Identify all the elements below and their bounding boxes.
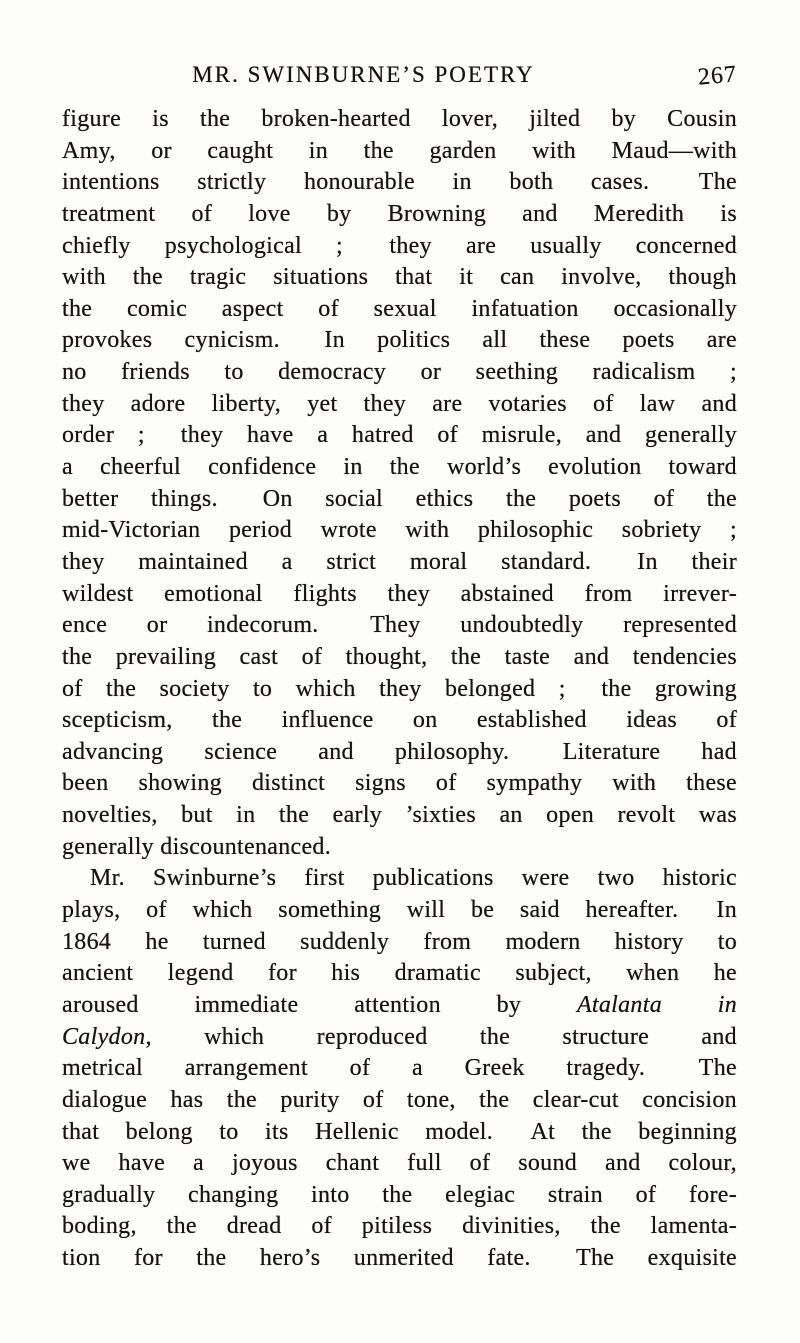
text-line bbox=[62, 674, 737, 706]
text-segment: ancient legend for his dramatic subject, when he bbox=[62, 960, 737, 987]
text-line bbox=[62, 737, 737, 769]
text-segment: advancing science and philosophy. Literature had bbox=[62, 738, 737, 765]
text-line bbox=[62, 1117, 737, 1149]
page-header-title: MR. SWINBURNE’S POETRY bbox=[192, 62, 535, 87]
text-line bbox=[62, 610, 737, 642]
text-line bbox=[62, 958, 737, 990]
text-line bbox=[62, 1211, 737, 1243]
text-line bbox=[62, 1148, 737, 1180]
text-line bbox=[62, 800, 737, 832]
text-line bbox=[62, 231, 737, 263]
text-line bbox=[62, 515, 737, 547]
text-segment: chiefly psychological ; they are usually concerned bbox=[62, 232, 737, 259]
text-segment: mid-Victorian period wrote with philosophic sobriety ; bbox=[62, 517, 737, 544]
text-segment: a cheerful confidence in the world’s evolution toward bbox=[62, 454, 737, 481]
text-segment: the comic aspect of sexual infatuation occasionally bbox=[62, 295, 737, 322]
text-segment: plays, of which something will be said hereafter. In bbox=[62, 897, 737, 924]
text-segment: no friends to democracy or seething radicalism ; bbox=[62, 359, 737, 386]
italic-text: Atalanta in bbox=[576, 991, 737, 1018]
text-line bbox=[62, 863, 737, 895]
text-line bbox=[62, 357, 737, 389]
text-segment: , which reproduced the structure and bbox=[145, 1023, 737, 1050]
text-line bbox=[62, 199, 737, 231]
text-segment: scepticism, the influence on established ideas of bbox=[62, 707, 737, 734]
text-segment: they maintained a strict moral standard. In their bbox=[62, 548, 737, 575]
text-line bbox=[62, 1243, 737, 1275]
text-segment: metrical arrangement of a Greek tragedy. The bbox=[62, 1055, 737, 1082]
text-line bbox=[62, 927, 737, 959]
text-line bbox=[62, 1053, 737, 1085]
text-segment: we have a joyous chant full of sound and colour, bbox=[62, 1150, 737, 1177]
text-line bbox=[62, 1180, 737, 1212]
text-line bbox=[62, 167, 737, 199]
text-segment: novelties, but in the early ’sixties an open revolt was bbox=[62, 802, 737, 829]
text-segment: dialogue has the purity of tone, the clear-cut concision bbox=[62, 1086, 737, 1113]
text-segment: aroused immediate attention by bbox=[62, 991, 577, 1018]
text-line bbox=[62, 547, 737, 579]
running-head bbox=[62, 60, 737, 90]
text-line bbox=[62, 990, 737, 1022]
text-segment: order ; they have a hatred of misrule, and generally bbox=[62, 422, 737, 449]
text-segment: Amy, or caught in the garden with Maud—with bbox=[62, 137, 737, 164]
text-line bbox=[62, 389, 737, 421]
text-segment: generally discountenanced. bbox=[62, 833, 332, 860]
text-segment: figure is the broken-hearted lover, jilted by Cousin bbox=[62, 106, 737, 132]
text-segment: the prevailing cast of thought, the taste and tendencies bbox=[62, 643, 737, 670]
text-line bbox=[62, 1022, 737, 1054]
text-line bbox=[62, 262, 737, 294]
text-segment: boding, the dread of pitiless divinities, the lamenta- bbox=[62, 1213, 737, 1240]
text-segment: provokes cynicism. In politics all these poets are bbox=[62, 327, 737, 354]
text-line bbox=[62, 1085, 737, 1117]
text-line bbox=[62, 484, 737, 516]
text-segment: they adore liberty, yet they are votaries of law and bbox=[62, 390, 737, 417]
text-segment: been showing distinct signs of sympathy with these bbox=[62, 770, 737, 797]
text-line bbox=[62, 705, 737, 737]
text-line bbox=[62, 832, 737, 864]
text-line bbox=[62, 420, 737, 452]
text-line bbox=[62, 452, 737, 484]
page-number: 267 bbox=[696, 61, 739, 91]
text-line bbox=[62, 642, 737, 674]
text-segment: intentions strictly honourable in both cases. The bbox=[62, 169, 737, 196]
text-segment: that belong to its Hellenic model. At the beginning bbox=[62, 1118, 737, 1145]
text-segment: gradually changing into the elegiac strain of fore- bbox=[62, 1181, 737, 1208]
text-line bbox=[62, 895, 737, 927]
text-line bbox=[62, 325, 737, 357]
text-segment: 1864 he turned suddenly from modern history to bbox=[62, 928, 737, 955]
text-line bbox=[62, 768, 737, 800]
text-line bbox=[62, 136, 737, 168]
text-segment: better things. On social ethics the poets of the bbox=[62, 485, 737, 512]
text-segment: treatment of love by Browning and Meredith is bbox=[62, 200, 737, 227]
body-text bbox=[62, 104, 737, 1275]
text-segment: of the society to which they belonged ; the growing bbox=[62, 675, 737, 702]
text-line bbox=[62, 104, 737, 136]
text-segment: with the tragic situations that it can involve, though bbox=[62, 264, 737, 291]
text-segment: wildest emotional flights they abstained from irrever- bbox=[62, 580, 737, 607]
text-segment: tion for the hero’s unmerited fate. The exquisite bbox=[62, 1245, 737, 1272]
text-line bbox=[62, 579, 737, 611]
text-segment: ence or indecorum. They undoubtedly represented bbox=[62, 612, 737, 639]
text-segment: Mr. Swinburne’s first publications were two historic bbox=[90, 865, 737, 892]
italic-text: Calydon bbox=[62, 1023, 146, 1050]
text-line bbox=[62, 294, 737, 326]
